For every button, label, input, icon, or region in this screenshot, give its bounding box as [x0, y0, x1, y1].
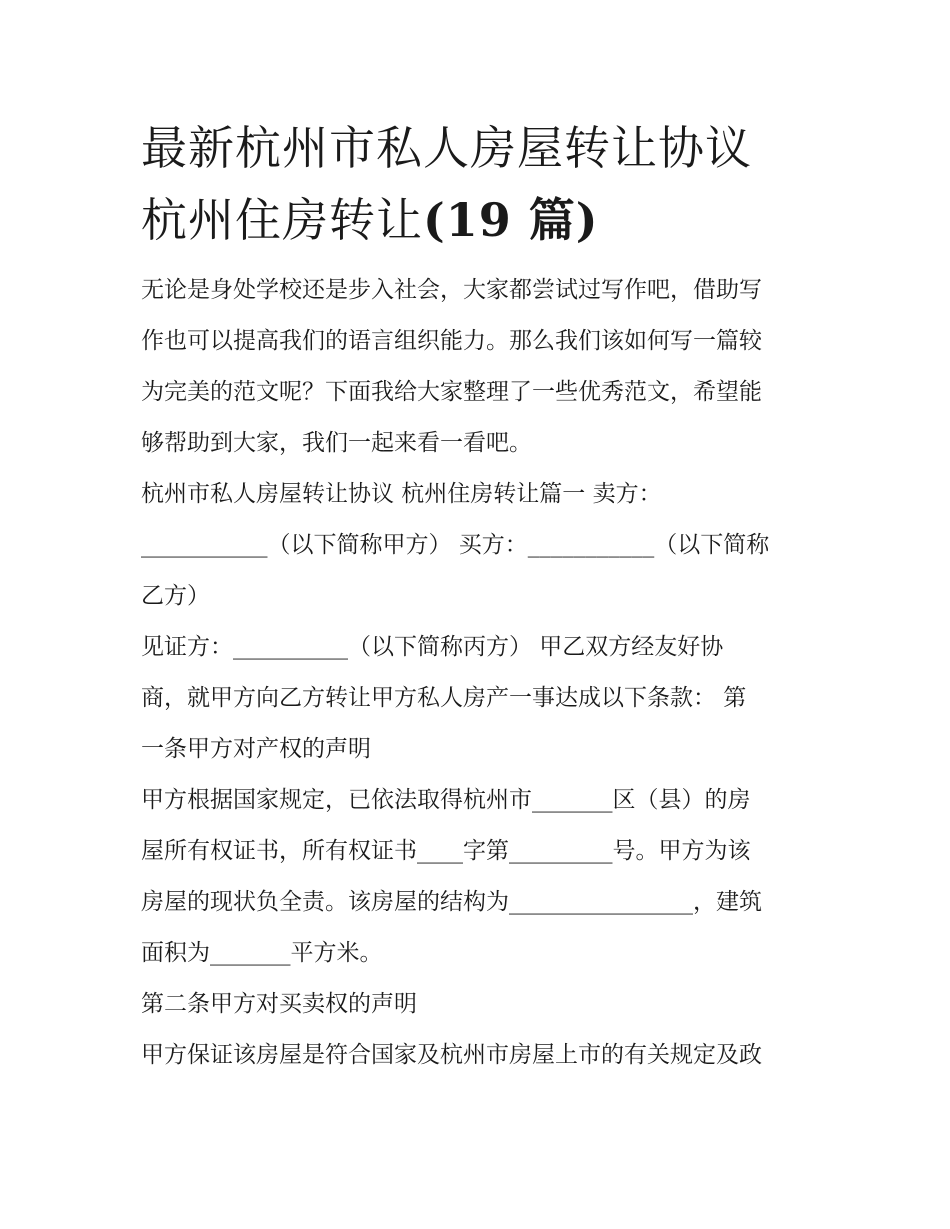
text-line: 房屋的现状负全责。该房屋的结构为________________，建筑: [141, 889, 762, 915]
text-line: 见证方：__________（以下简称丙方） 甲乙双方经友好协: [141, 634, 724, 660]
document-title: [141, 112, 813, 256]
text-line: 第二条甲方对买卖权的声明: [141, 991, 417, 1017]
title-line-1: 最新杭州市私人房屋转让协议: [141, 121, 752, 175]
paragraph-parties: [141, 469, 813, 622]
text-line: ___________（以下简称甲方） 买方：___________（以下简称: [141, 532, 770, 558]
title-count: (19 篇): [423, 193, 599, 247]
document-body: [141, 265, 813, 1081]
title-line-2-text: 杭州住房转让: [141, 193, 423, 247]
paragraph-guarantee: [141, 1030, 813, 1081]
text-line: 甲方根据国家规定，已依法取得杭州市_______区（县）的房: [141, 787, 751, 813]
text-line: 够帮助到大家，我们一起来看一看吧。: [141, 430, 532, 456]
text-line: 杭州市私人房屋转让协议 杭州住房转让篇一 卖方：: [141, 481, 662, 507]
text-line: 无论是身处学校还是步入社会，大家都尝试过写作吧，借助写: [141, 277, 762, 303]
text-line: 甲方保证该房屋是符合国家及杭州市房屋上市的有关规定及政: [141, 1042, 762, 1068]
text-line: 乙方）: [141, 583, 210, 609]
text-line: 屋所有权证书，所有权证书____字第_________号。甲方为该: [141, 838, 751, 864]
paragraph-witness: [141, 622, 813, 775]
text-line: 面积为_______平方米。: [141, 940, 383, 966]
text-line: 为完美的范文呢？下面我给大家整理了一些优秀范文，希望能: [141, 379, 762, 405]
paragraph-intro: [141, 265, 813, 469]
text-line: 商，就甲方向乙方转让甲方私人房产一事达成以下条款： 第: [141, 685, 747, 711]
text-line: 一条甲方对产权的声明: [141, 736, 371, 762]
paragraph-property-rights: [141, 775, 813, 979]
title-line-2: [141, 184, 813, 256]
document-content: [141, 112, 813, 1081]
paragraph-article-two-heading: [141, 979, 813, 1030]
text-line: 作也可以提高我们的语言组织能力。那么我们该如何写一篇较: [141, 328, 762, 354]
